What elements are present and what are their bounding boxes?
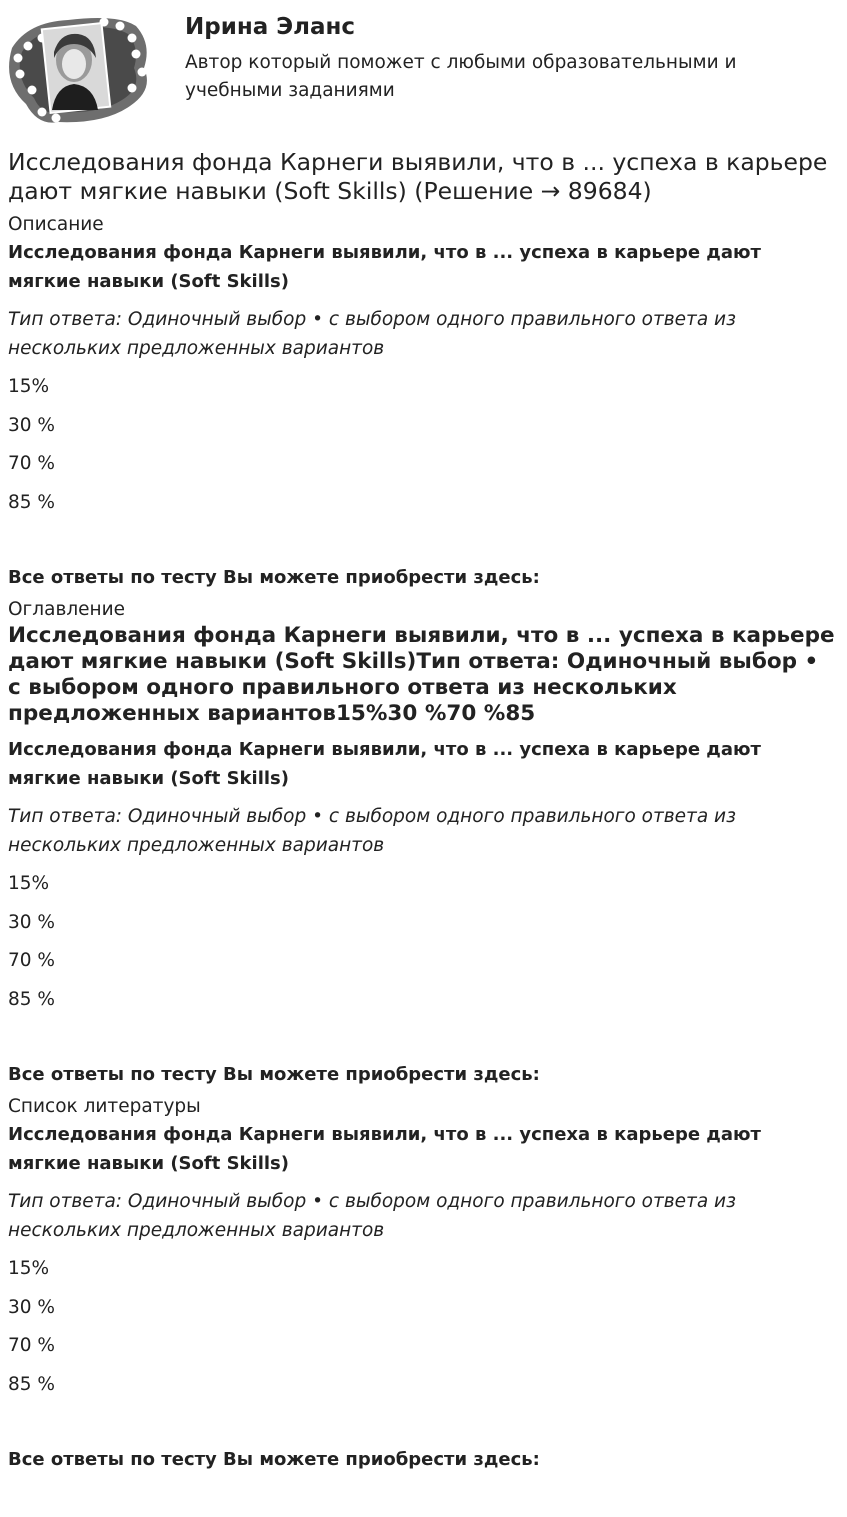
- description-option: 70 %: [8, 453, 55, 474]
- description-option: 15%: [8, 376, 50, 397]
- author-photo: [42, 23, 110, 113]
- description-question: Исследования фонда Карнеги выявили, что в ... успеха в карьере дают мягкие навыки (Soft Skills): [8, 242, 761, 292]
- author-block: [8, 8, 838, 128]
- contents-option: 15%: [8, 873, 50, 894]
- literature-option: 70 %: [8, 1335, 55, 1356]
- contents-answer-type: Тип ответа: Одиночный выбор • с выбором одного правильного ответа из нескольких предложенных вариантов: [8, 806, 736, 856]
- description-option: 85 %: [8, 491, 55, 513]
- literature-buy-text: Все ответы по тесту Вы можете приобрести здесь:: [8, 1449, 540, 1470]
- description-option: 30 %: [8, 414, 55, 436]
- contents-label: Оглавление: [8, 599, 126, 620]
- contents-heading: Исследования фонда Карнеги выявили, что в ... успеха в карьере дают мягкие навыки (Soft Skills)Тип ответа: Одиночный выбор • с выбором одного правильного ответа из нескольких предложенных вариантов15%30 %70 %85: [8, 623, 835, 726]
- literature-option: 85 %: [8, 1373, 55, 1395]
- contents-option: 70 %: [8, 950, 55, 971]
- literature-option: 15%: [8, 1258, 50, 1279]
- contents-option: 30 %: [8, 911, 55, 933]
- main-content: [8, 148, 838, 1480]
- author-name[interactable]: Ирина Эланс: [185, 14, 356, 40]
- author-avatar: [8, 8, 150, 126]
- literature-option: 30 %: [8, 1296, 55, 1318]
- literature-answer-type: Тип ответа: Одиночный выбор • с выбором одного правильного ответа из нескольких предложенных вариантов: [8, 1191, 736, 1241]
- description-label: Описание: [8, 214, 104, 235]
- author-description: Автор который поможет с любыми образовательными и учебными заданиями: [185, 52, 737, 101]
- contents-buy-text: Все ответы по тесту Вы можете приобрести здесь:: [8, 1064, 540, 1085]
- literature-question: Исследования фонда Карнеги выявили, что в ... успеха в карьере дают мягкие навыки (Soft Skills): [8, 1124, 761, 1174]
- description-answer-type: Тип ответа: Одиночный выбор • с выбором одного правильного ответа из нескольких предложенных вариантов: [8, 309, 736, 359]
- contents-option: 85 %: [8, 988, 55, 1010]
- description-buy-text: Все ответы по тесту Вы можете приобрести здесь:: [8, 567, 540, 588]
- literature-label: Список литературы: [8, 1096, 201, 1117]
- contents-question: Исследования фонда Карнеги выявили, что в ... успеха в карьере дают мягкие навыки (Soft Skills): [8, 739, 761, 789]
- page-title: Исследования фонда Карнеги выявили, что в ... успеха в карьере дают мягкие навыки (Soft Skills) (Решение → 89684): [8, 148, 828, 205]
